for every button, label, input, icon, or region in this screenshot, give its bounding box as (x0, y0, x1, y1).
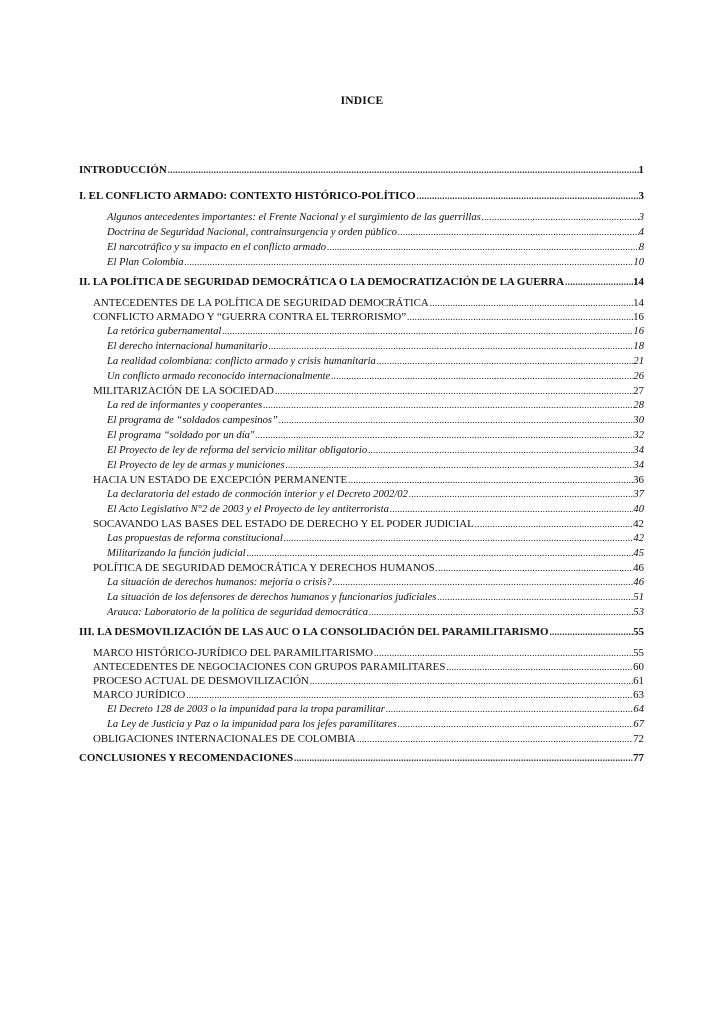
dot-leader (389, 502, 634, 516)
toc-entry-title: El programa “soldado por un día" (107, 430, 255, 441)
toc-entry-page-number: 16 (633, 311, 644, 323)
dot-leader (436, 590, 633, 604)
toc-entry-title: El narcotráfico y su impacto en el conflicto armado (107, 242, 327, 253)
toc-subsection-entry[interactable] (79, 487, 644, 502)
toc-entry-title: ANTECEDENTES DE LA POLÍTICA DE SEGURIDAD DEMOCRÁTICA (93, 297, 429, 309)
section-spacer (79, 289, 644, 296)
toc-entry-page-number: 63 (633, 689, 644, 701)
toc-entry-title: Militarizando la función judicial (107, 548, 246, 559)
toc-entry-page-number: 55 (633, 626, 644, 638)
toc-entry-page-number: 3 (638, 190, 644, 202)
toc-subsection-entry[interactable] (79, 210, 644, 225)
toc-entry-page-number: 72 (633, 733, 644, 745)
toc-entry-title: MARCO HISTÓRICO-JURÍDICO DEL PARAMILITARISMO (93, 647, 373, 659)
toc-entry-page-number: 4 (638, 227, 644, 238)
toc-entry-page-number: 8 (638, 242, 644, 253)
toc-entry-page-number: 77 (633, 752, 644, 764)
toc-entry-page-number: 51 (633, 592, 644, 603)
toc-subsection-entry[interactable] (79, 324, 644, 339)
toc-entry-title: HACIA UN ESTADO DE EXCEPCIÓN PERMANENTE (93, 474, 348, 486)
toc-entry-title: El derecho internacional humanitario (107, 341, 268, 352)
dot-leader (285, 458, 634, 472)
toc-entry-title: CONCLUSIONES Y RECOMENDACIONES (79, 752, 294, 764)
toc-chapter-entry[interactable] (79, 751, 644, 765)
toc-entry-title: La situación de derechos humanos: mejoría o crisis? (107, 577, 332, 588)
toc-subsection-entry[interactable] (79, 225, 644, 240)
dot-leader (416, 189, 639, 203)
toc-entry-title: El Proyecto de ley de armas y municiones (107, 460, 285, 471)
toc-entry-title: La Ley de Justicia y Paz o la impunidad para los jefes paramilitares (107, 719, 397, 730)
dot-leader (356, 732, 633, 746)
toc-entry-page-number: 46 (633, 577, 644, 588)
toc-subsection-entry[interactable] (79, 605, 644, 620)
dot-leader (368, 605, 633, 619)
toc-entry-page-number: 14 (633, 297, 644, 309)
toc-subsection-entry[interactable] (79, 458, 644, 473)
toc-entry-title: La situación de los defensores de derechos humanos y funcionarios judiciales (107, 592, 437, 603)
section-spacer (79, 765, 644, 772)
toc-entry-page-number: 64 (633, 704, 644, 715)
dot-leader (376, 354, 634, 368)
toc-entry-title: El Proyecto de ley de reforma del servicio militar obligatorio (107, 445, 368, 456)
toc-entry-page-number: 28 (633, 400, 644, 411)
dot-leader (283, 531, 634, 545)
dot-leader (184, 255, 634, 269)
dot-leader (332, 575, 634, 589)
toc-entry-title: Las propuestas de reforma constitucional (107, 533, 283, 544)
toc-entry-page-number: 61 (633, 675, 644, 687)
toc-subsection-entry[interactable] (79, 240, 644, 255)
toc-section-entry[interactable] (79, 688, 644, 702)
toc-entry-page-number: 10 (633, 257, 644, 268)
toc-entry-page-number: 27 (633, 385, 644, 397)
toc-entry-title: MARCO JURÍDICO (93, 689, 186, 701)
dot-leader (330, 369, 633, 383)
dot-leader (397, 717, 634, 731)
toc-subsection-entry[interactable] (79, 717, 644, 732)
toc-entry-title: I. EL CONFLICTO ARMADO: CONTEXTO HISTÓRICO-POLÍTICO (79, 190, 416, 202)
toc-entry-page-number: 46 (633, 562, 644, 574)
toc-entry-page-number: 16 (633, 326, 644, 337)
dot-leader (278, 413, 634, 427)
dot-leader (429, 296, 633, 310)
toc-entry-title: PROCESO ACTUAL DE DESMOVILIZACIÓN (93, 675, 309, 687)
toc-entry-page-number: 3 (638, 212, 644, 223)
toc-entry-page-number: 34 (633, 445, 644, 456)
section-spacer (79, 177, 644, 184)
toc-entry-title: La declaratoria del estado de conmoción interior y el Decreto 2002/02 (107, 489, 408, 500)
toc-entry-page-number: 21 (633, 356, 644, 367)
dot-leader (268, 339, 634, 353)
toc-entry-page-number: 14 (633, 276, 644, 288)
table-of-contents (79, 163, 644, 772)
toc-entry-title: La red de informantes y cooperantes (107, 400, 263, 411)
toc-subsection-entry[interactable] (79, 531, 644, 546)
dot-leader (481, 210, 639, 224)
toc-entry-title: El Acto Legislativo N°2 de 2003 y el Proyecto de ley antiterrorista (107, 504, 389, 515)
toc-entry-title: II. LA POLÍTICA DE SEGURIDAD DEMOCRÁTICA O LA DEMOCRATIZACIÓN DE LA GUERRA (79, 276, 565, 288)
toc-entry-title: Arauca: Laboratorio de la política de seguridad democrática (107, 607, 368, 618)
toc-entry-page-number: 18 (633, 341, 644, 352)
toc-entry-title: MILITARIZACIÓN DE LA SOCIEDAD (93, 385, 274, 397)
toc-entry-title: INTRODUCCIÓN (79, 164, 167, 176)
dot-leader (435, 561, 633, 575)
dot-leader (445, 660, 633, 674)
toc-subsection-entry[interactable] (79, 546, 644, 561)
dot-leader (326, 240, 639, 254)
toc-entry-page-number: 55 (633, 647, 644, 659)
toc-subsection-entry[interactable] (79, 354, 644, 369)
section-spacer (79, 639, 644, 646)
toc-chapter-entry[interactable] (79, 189, 644, 203)
toc-entry-page-number: 60 (633, 661, 644, 673)
toc-entry-page-number: 26 (633, 371, 644, 382)
toc-section-entry[interactable] (79, 674, 644, 688)
dot-leader (185, 688, 633, 702)
dot-leader (367, 443, 633, 457)
toc-chapter-entry[interactable] (79, 163, 644, 177)
toc-entry-title: Un conflicto armado reconocido internacionalmente (107, 371, 331, 382)
dot-leader (293, 751, 633, 765)
toc-entry-page-number: 30 (633, 415, 644, 426)
toc-subsection-entry[interactable] (79, 413, 644, 428)
toc-entry-title: Algunos antecedentes importantes: el Frente Nacional y el surgimiento de las guerrillas (107, 212, 481, 223)
toc-section-entry[interactable] (79, 561, 644, 575)
toc-entry-title: SOCAVANDO LAS BASES DEL ESTADO DE DERECHO Y EL PODER JUDICIAL (93, 518, 474, 530)
toc-chapter-entry[interactable] (79, 275, 644, 289)
toc-entry-page-number: 53 (633, 607, 644, 618)
toc-entry-title: El Decreto 128 de 2003 o la impunidad para la tropa paramilitar (107, 704, 385, 715)
toc-entry-title: El programa de “soldados campesinos” (107, 415, 278, 426)
toc-section-entry[interactable] (79, 660, 644, 674)
dot-leader (408, 487, 634, 501)
dot-leader (254, 428, 633, 442)
toc-section-entry[interactable] (79, 473, 644, 487)
dot-leader (406, 310, 633, 324)
toc-entry-page-number: 1 (638, 164, 644, 176)
toc-subsection-entry[interactable] (79, 398, 644, 413)
toc-entry-page-number: 42 (633, 518, 644, 530)
dot-leader (549, 625, 634, 639)
toc-subsection-entry[interactable] (79, 428, 644, 443)
page-title: INDICE (340, 95, 384, 107)
toc-entry-page-number: 67 (633, 719, 644, 730)
toc-entry-page-number: 36 (633, 474, 644, 486)
dot-leader (373, 646, 633, 660)
dot-leader (397, 225, 639, 239)
toc-entry-title: OBLIGACIONES INTERNACIONALES DE COLOMBIA (93, 733, 356, 745)
toc-entry-title: III. LA DESMOVILIZACIÓN DE LAS AUC O LA CONSOLIDACIÓN DEL PARAMILITARISMO (79, 626, 549, 638)
toc-subsection-entry[interactable] (79, 255, 644, 270)
toc-entry-page-number: 40 (633, 504, 644, 515)
toc-entry-page-number: 37 (633, 489, 644, 500)
dot-leader (167, 163, 639, 177)
dot-leader (474, 517, 633, 531)
dot-leader (347, 473, 633, 487)
toc-entry-page-number: 34 (633, 460, 644, 471)
toc-entry-title: La realidad colombiana: conflicto armado y crisis humanitaria (107, 356, 376, 367)
toc-subsection-entry[interactable] (79, 369, 644, 384)
toc-section-entry[interactable] (79, 646, 644, 660)
toc-subsection-entry[interactable] (79, 502, 644, 517)
toc-subsection-entry[interactable] (79, 702, 644, 717)
dot-leader (309, 674, 633, 688)
section-spacer (79, 203, 644, 210)
toc-subsection-entry[interactable] (79, 339, 644, 354)
toc-entry-title: La retórica gubernamental (107, 326, 222, 337)
dot-leader (564, 275, 633, 289)
toc-entry-page-number: 45 (633, 548, 644, 559)
toc-section-entry[interactable] (79, 310, 644, 324)
toc-subsection-entry[interactable] (79, 590, 644, 605)
dot-leader (221, 324, 633, 338)
dot-leader (385, 702, 634, 716)
toc-chapter-entry[interactable] (79, 625, 644, 639)
toc-entry-page-number: 32 (633, 430, 644, 441)
toc-subsection-entry[interactable] (79, 575, 644, 590)
toc-section-entry[interactable] (79, 384, 644, 398)
toc-entry-title: Doctrina de Seguridad Nacional, contrainsurgencia y orden público (107, 227, 397, 238)
toc-section-entry[interactable] (79, 732, 644, 746)
toc-entry-title: POLÍTICA DE SEGURIDAD DEMOCRÁTICA Y DERECHOS HUMANOS (93, 562, 435, 574)
toc-entry-page-number: 42 (633, 533, 644, 544)
dot-leader (246, 546, 634, 560)
toc-entry-title: CONFLICTO ARMADO Y “GUERRA CONTRA EL TERRORISMO” (93, 311, 407, 323)
toc-entry-title: El Plan Colombia (107, 257, 184, 268)
toc-section-entry[interactable] (79, 296, 644, 310)
toc-entry-title: ANTECEDENTES DE NEGOCIACIONES CON GRUPOS PARAMILITARES (93, 661, 446, 673)
toc-section-entry[interactable] (79, 517, 644, 531)
toc-subsection-entry[interactable] (79, 443, 644, 458)
dot-leader (262, 398, 633, 412)
dot-leader (274, 384, 633, 398)
